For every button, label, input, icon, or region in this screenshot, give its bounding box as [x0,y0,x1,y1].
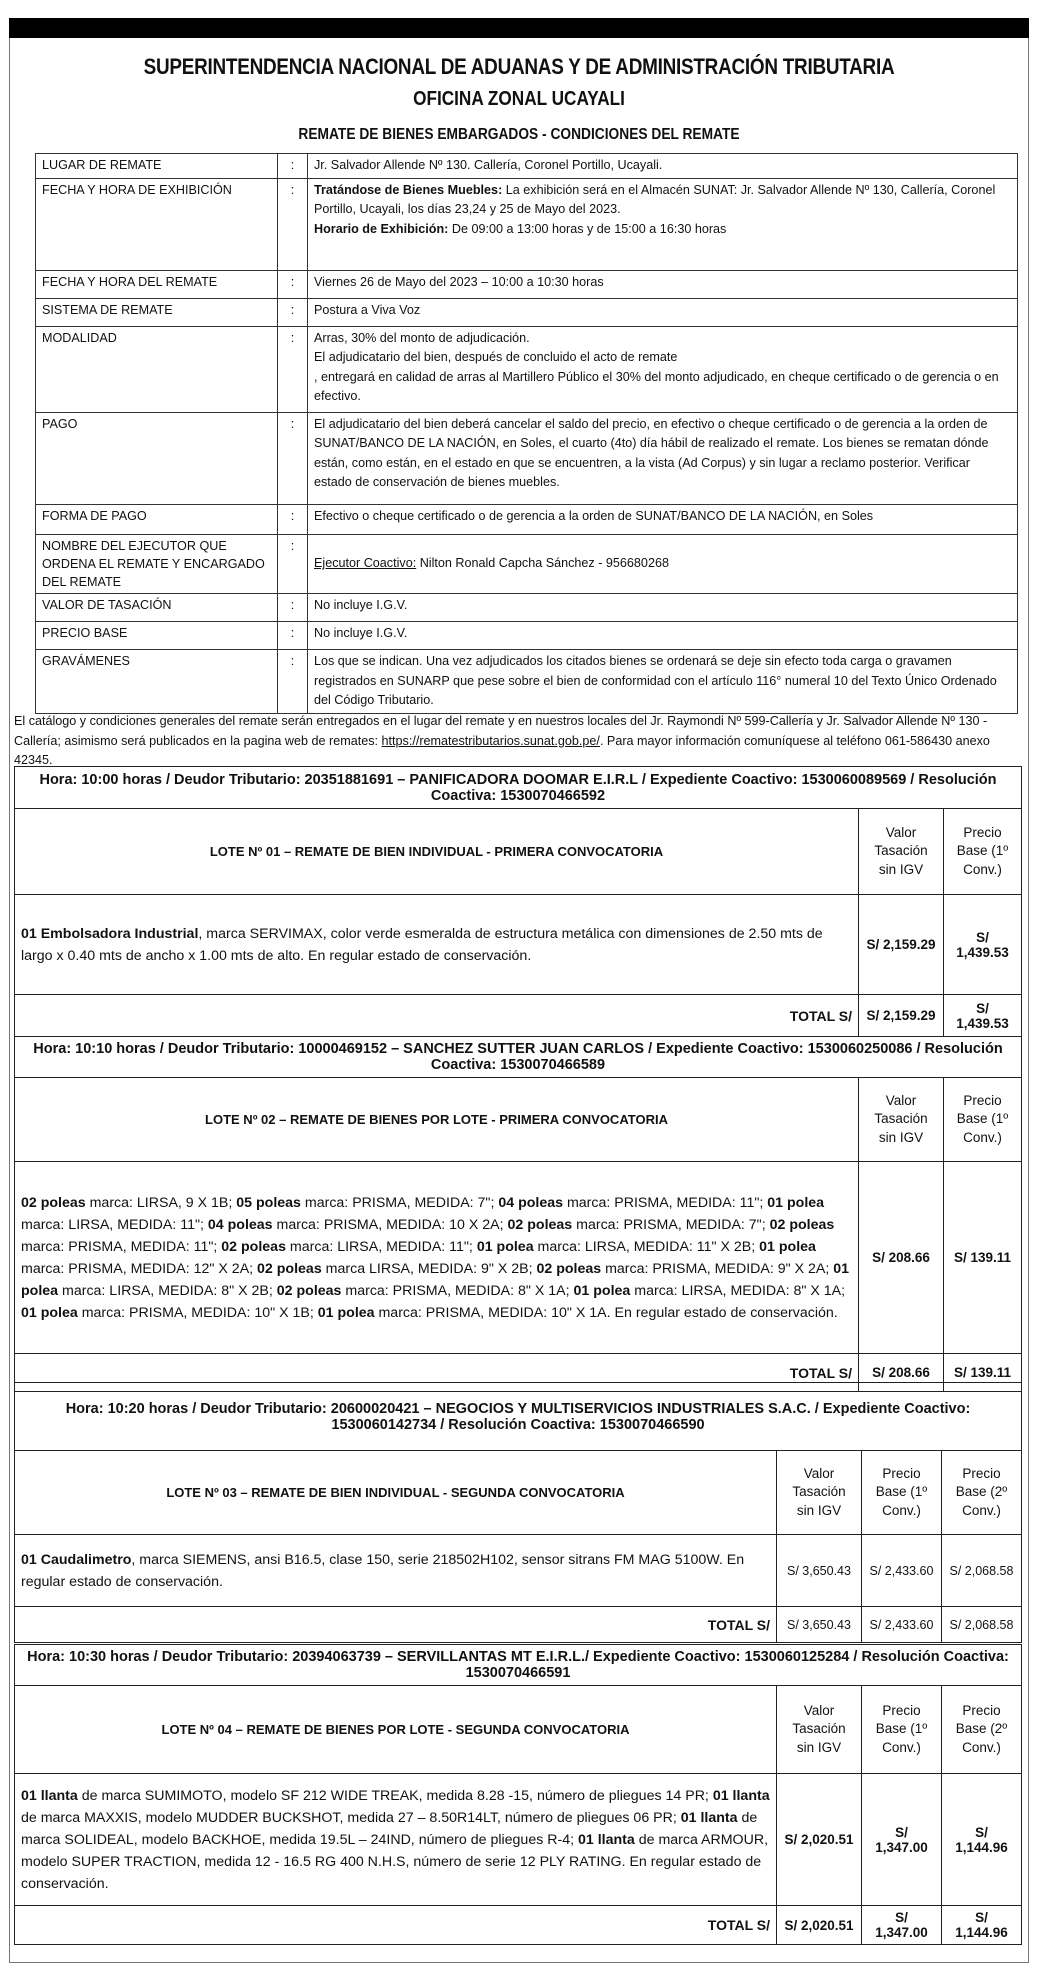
total-valor-tasacion: S/ 3,650.43 [777,1607,862,1643]
item-detail: marca: PRISMA, MEDIDA: 7"; [300,1194,499,1211]
condition-value: No incluye I.G.V. [308,594,1018,622]
item-detail: marca: PRISMA, MEDIDA: 10" X 1B; [77,1304,318,1321]
col-precio-base-1: Precio Base (1º Conv.) [862,1686,942,1774]
item-detail: marca: LIRSA, MEDIDA: 8" X 1A; [630,1282,846,1299]
condition-row [36,154,1018,179]
condition-value [308,178,1018,270]
lot-total-row [15,1607,1022,1643]
item-name: 02 poleas [769,1216,835,1233]
lot-description [15,1535,777,1607]
total-valor-tasacion: S/ 2,020.51 [777,1906,862,1945]
item-detail: marca: LIRSA, MEDIDA: 8" X 2B; [58,1282,277,1299]
item-name: 01 polea [21,1304,78,1321]
lot-header-row [15,1645,1022,1686]
item-name: 01 Caudalimetro [21,1551,132,1568]
condition-key: LUGAR DE REMATE [36,154,278,179]
lot-title-row [15,1078,1022,1162]
total-label: TOTAL S/ [15,995,859,1037]
col-precio-base-1: Precio Base (1º Conv.) [944,1078,1022,1162]
condition-key: GRAVÁMENES [36,650,278,714]
condition-key: FORMA DE PAGO [36,504,278,534]
condition-key: FECHA Y HORA DEL REMATE [36,270,278,298]
condition-key: PRECIO BASE [36,622,278,650]
condition-row [36,650,1018,714]
condition-key: SISTEMA DE REMATE [36,298,278,326]
condition-sep: : [278,534,308,594]
col-precio-base-2: Precio Base (2º Conv.) [942,1451,1022,1535]
condition-key: FECHA Y HORA DE EXHIBICIÓN [36,178,278,270]
lot-header-row [15,1037,1022,1078]
item-name: 02 poleas [276,1282,342,1299]
valor-tasacion: S/ 2,020.51 [777,1774,862,1906]
condition-value: No incluye I.G.V. [308,622,1018,650]
condition-underlined: Ejecutor Coactivo: [314,556,417,571]
lot-title: LOTE Nº 01 – REMATE DE BIEN INDIVIDUAL - PRIMERA CONVOCATORIA [15,809,859,895]
item-name: 01 llanta [712,1787,770,1804]
total-label: TOTAL S/ [15,1354,859,1392]
lot-title: LOTE Nº 03 – REMATE DE BIEN INDIVIDUAL - SEGUNDA CONVOCATORIA [15,1451,777,1535]
item-detail: marca: PRISMA, MEDIDA: 11"; [563,1194,768,1211]
condition-value: El adjudicatario del bien deberá cancelar el saldo del precio, en efectivo o cheque certificado o de gerencia a la orden de SUNAT/BANCO DE LA NACIÓN, en Soles, el cuarto (4to) día hábil de realizado el remate. Los bienes se rematan dónde están, como están, en el estado en que se encuentren, a la vista (Ad Corpus) y sin lugar a reclamo posterior. Verificar estado de conservación de bienes muebles. [308,412,1018,504]
condition-key: NOMBRE DEL EJECUTOR QUE ORDENA EL REMATE Y ENCARGADO DEL REMATE [36,534,278,594]
condition-text: La exhibición será en el Almacén SUNAT: Jr. Salvador Allende Nº 130, Callería, Coronel Portillo, Ucayali, los días 23,24 y 25 de Mayo del 2023. [314,182,996,217]
office-title: OFICINA ZONAL UCAYALI [413,88,625,110]
condition-sep: : [278,622,308,650]
condition-text: De 09:00 a 13:00 horas y de 15:00 a 16:30 horas [448,221,727,236]
precio-base-1: S/ 1,439.53 [944,895,1022,995]
condition-sep: : [278,298,308,326]
item-name: 01 polea [476,1238,534,1255]
col-precio-base-1: Precio Base (1º Conv.) [862,1451,942,1535]
col-valor-tasacion: Valor Tasación sin IGV [859,1078,944,1162]
item-name: 01 llanta [680,1809,738,1826]
item-detail: marca: PRISMA, MEDIDA: 8" X 1A; [341,1282,574,1299]
total-valor-tasacion: S/ 208.66 [859,1354,944,1392]
item-detail: de marca ARMOUR, modelo SUPER TRACTION, medida 12 - 16.5 RG 400 N.H.S, número de serie 12 PLY RATING. En regular estado de conservación. [21,1831,769,1892]
condition-value [308,534,1018,594]
item-name: 02 poleas [221,1238,286,1255]
total-precio-base-1: S/ 139.11 [944,1354,1022,1392]
lot-description [15,1774,777,1906]
lot-description [15,895,859,995]
lot-title-row [15,809,1022,895]
lot-02-table [14,1036,1022,1392]
page-subtitle: REMATE DE BIENES EMBARGADOS - CONDICIONES DEL REMATE [298,126,740,143]
condition-row [36,178,1018,270]
lot-03-table [14,1382,1022,1643]
item-name: 01 polea [317,1304,375,1321]
lot-hora: Hora: 10:20 horas / Deudor Tributario: 20600020421 – NEGOCIOS Y MULTISERVICIOS INDUSTRIALES S.A.C. / Expediente Coactivo: 1530060142734 / Resolución Coactiva: 1530070466590 [15,1383,1022,1451]
total-label: TOTAL S/ [15,1607,777,1643]
conditions-table [35,153,1018,714]
col-valor-tasacion: Valor Tasación sin IGV [859,809,944,895]
lot-item-row [15,1162,1022,1354]
item-name: 04 poleas [498,1194,564,1211]
condition-key: PAGO [36,412,278,504]
condition-row [36,504,1018,534]
lot-01-table [14,766,1022,1037]
total-precio-base-1: S/ 2,433.60 [862,1607,942,1643]
note-text: El catálogo y condiciones generales del remate serán entregados en el lugar del remate y en nuestros locales del Jr. Raymondi Nº 599-Callería y Jr. Salvador Allende Nº 130 - Callería; asimismo será publicados en la pagina web de remates: [14,714,988,748]
condition-sep: : [278,178,308,270]
item-detail: marca: PRISMA, MEDIDA: 10 X 2A; [272,1216,508,1233]
precio-base-1: S/ 1,347.00 [862,1774,942,1906]
lot-title-row [15,1451,1022,1535]
lot-title: LOTE Nº 02 – REMATE DE BIENES POR LOTE - PRIMERA CONVOCATORIA [15,1078,859,1162]
lot-title: LOTE Nº 04 – REMATE DE BIENES POR LOTE - SEGUNDA CONVOCATORIA [15,1686,777,1774]
condition-sep: : [278,412,308,504]
lot-item-row [15,1535,1022,1607]
item-name: 01 Embolsadora Industrial [21,925,199,942]
valor-tasacion: S/ 3,650.43 [777,1535,862,1607]
lot-04-table [14,1644,1022,1945]
valor-tasacion: S/ 2,159.29 [859,895,944,995]
lot-hora: Hora: 10:10 horas / Deudor Tributario: 10000469152 – SANCHEZ SUTTER JUAN CARLOS / Expediente Coactivo: 1530060250086 / Resolución Coactiva: 1530070466589 [15,1037,1022,1078]
item-detail: de marca SOLIDEAL, modelo BACKHOE, medida 19.5L – 24IND, número de pliegues R-4; [21,1809,758,1848]
total-valor-tasacion: S/ 2,159.29 [859,995,944,1037]
condition-value: Viernes 26 de Mayo del 2023 – 10:00 a 10:30 horas [308,270,1018,298]
item-name: 02 poleas [536,1260,602,1277]
item-detail: marca: PRISMA, MEDIDA: 12" X 2A; [21,1260,258,1277]
catalog-note [14,712,1024,771]
item-detail: marca: LIRSA, MEDIDA: 11" X 2B; [533,1238,760,1255]
condition-sep: : [278,504,308,534]
condition-row [36,594,1018,622]
precio-base-2: S/ 1,144.96 [942,1774,1022,1906]
col-precio-base-1: Precio Base (1º Conv.) [944,809,1022,895]
item-detail: de marca MAXXIS, modelo MUDDER BUCKSHOT, medida 27 – 8.50R14LT, número de pliegues 06 PR; [21,1809,681,1826]
condition-value: Los que se indican. Una vez adjudicados los citados bienes se ordenará se deje sin efecto toda carga o gravamen registrados en SUNARP que pese sobre el bien de conformidad con el artículo 116° numeral 10 del Texto Único Ordenado del Código Tributario. [308,650,1018,714]
condition-key: MODALIDAD [36,326,278,412]
precio-base-1: S/ 2,433.60 [862,1535,942,1607]
item-detail: , marca SERVIMAX, color verde esmeralda de estructura metálica con dimensiones de 2.50 mts de largo x 0.40 mts de ancho x 1.00 mts de alto. En regular estado de conservación. [21,925,823,964]
valor-tasacion: S/ 208.66 [859,1162,944,1354]
page-title: SUPERINTENDENCIA NACIONAL DE ADUANAS Y DE ADMINISTRACIÓN TRIBUTARIA [143,54,895,79]
item-detail: marca: PRISMA, MEDIDA: 10" X 1A. En regular estado de conservación. [374,1304,838,1321]
condition-sep: : [278,270,308,298]
condition-text: El adjudicatario del bien, después de concluido el acto de remate [314,350,678,365]
lot-item-row [15,1774,1022,1906]
item-name: 02 poleas [507,1216,573,1233]
item-name: 02 poleas [21,1194,86,1211]
condition-row [36,622,1018,650]
total-precio-base-2: S/ 2,068.58 [942,1607,1022,1643]
condition-value: Jr. Salvador Allende Nº 130. Callería, Coronel Portillo, Ucayali. [308,154,1018,179]
total-precio-base-1: S/ 1,347.00 [862,1906,942,1945]
condition-row [36,298,1018,326]
condition-row [36,270,1018,298]
condition-sep: : [278,154,308,179]
condition-bold: Horario de Exhibición: [314,221,449,236]
condition-text: Arras, 30% del monto de adjudicación. [314,330,530,345]
lot-total-row [15,1906,1022,1945]
item-detail: , marca SIEMENS, ansi B16.5, clase 150, serie 218502H102, sensor sitrans FM MAG 5100W. En regular estado de conservación. [21,1551,745,1590]
item-name: 01 llanta [578,1831,635,1848]
condition-sep: : [278,326,308,412]
lot-title-row [15,1686,1022,1774]
condition-value: Efectivo o cheque certificado o de gerencia a la orden de SUNAT/BANCO DE LA NACIÓN, en Soles [308,504,1018,534]
condition-bold: Tratándose de Bienes Muebles: [314,182,503,197]
item-name: 02 poleas [257,1260,322,1277]
condition-row [36,534,1018,594]
lot-hora: Hora: 10:00 horas / Deudor Tributario: 20351881691 – PANIFICADORA DOOMAR E.I.R.L / Expediente Coactivo: 1530060089569 / Resolución Coactiva: 1530070466592 [15,767,1022,809]
item-detail: marca LIRSA, MEDIDA: 9" X 2B; [321,1260,537,1277]
col-valor-tasacion: Valor Tasación sin IGV [777,1686,862,1774]
precio-base-1: S/ 139.11 [944,1162,1022,1354]
item-name: 01 polea [573,1282,631,1299]
total-precio-base-2: S/ 1,144.96 [942,1906,1022,1945]
item-detail: marca: LIRSA, MEDIDA: 11"; [21,1216,208,1233]
item-name: 01 polea [759,1238,816,1255]
item-name: 01 llanta [21,1787,78,1804]
item-name: 04 poleas [207,1216,273,1233]
item-detail: marca: PRISMA, MEDIDA: 9" X 2A; [601,1260,834,1277]
item-detail: marca: PRISMA, MEDIDA: 7"; [572,1216,770,1233]
condition-value: Postura a Viva Voz [308,298,1018,326]
item-detail: de marca SUMIMOTO, modelo SF 212 WIDE TREAK, medida 8.28 -15, número de pliegues 14 PR; [77,1787,713,1804]
lot-item-row [15,895,1022,995]
lot-description [15,1162,859,1354]
condition-sep: : [278,650,308,714]
note-text: . Para mayor información comuníquese al teléfono 061-586430 anexo 42345. [14,733,990,768]
top-black-bar [9,18,1029,38]
condition-row [36,326,1018,412]
condition-key: VALOR DE TASACIÓN [36,594,278,622]
item-detail: marca: LIRSA, MEDIDA: 11"; [285,1238,477,1255]
condition-text: , entregará en calidad de arras al Martillero Público el 30% del monto adjudicado, en cheque certificado o de gerencia o en efectivo. [314,369,999,404]
lot-hora: Hora: 10:30 horas / Deudor Tributario: 20394063739 – SERVILLANTAS MT E.I.R.L./ Expediente Coactivo: 1530060125284 / Resolución Coactiva: 1530070466591 [15,1645,1022,1686]
lot-total-row [15,995,1022,1037]
rematestributarios-link[interactable]: https://rematestributarios.sunat.gob.pe/ [381,733,600,748]
condition-text: Nilton Ronald Capcha Sánchez - 956680268 [416,556,669,571]
item-detail: marca: PRISMA, MEDIDA: 11"; [21,1238,222,1255]
lot-header-row [15,767,1022,809]
item-name: 01 polea [767,1194,825,1211]
condition-value [308,326,1018,412]
lot-header-row [15,1383,1022,1451]
precio-base-2: S/ 2,068.58 [942,1535,1022,1607]
item-detail: marca: LIRSA, 9 X 1B; [85,1194,237,1211]
col-precio-base-2: Precio Base (2º Conv.) [942,1686,1022,1774]
item-name: 05 poleas [236,1194,301,1211]
total-label: TOTAL S/ [15,1906,777,1945]
item-name: 01 polea [21,1260,850,1299]
condition-sep: : [278,594,308,622]
col-valor-tasacion: Valor Tasación sin IGV [777,1451,862,1535]
condition-row [36,412,1018,504]
total-precio-base-1: S/ 1,439.53 [944,995,1022,1037]
